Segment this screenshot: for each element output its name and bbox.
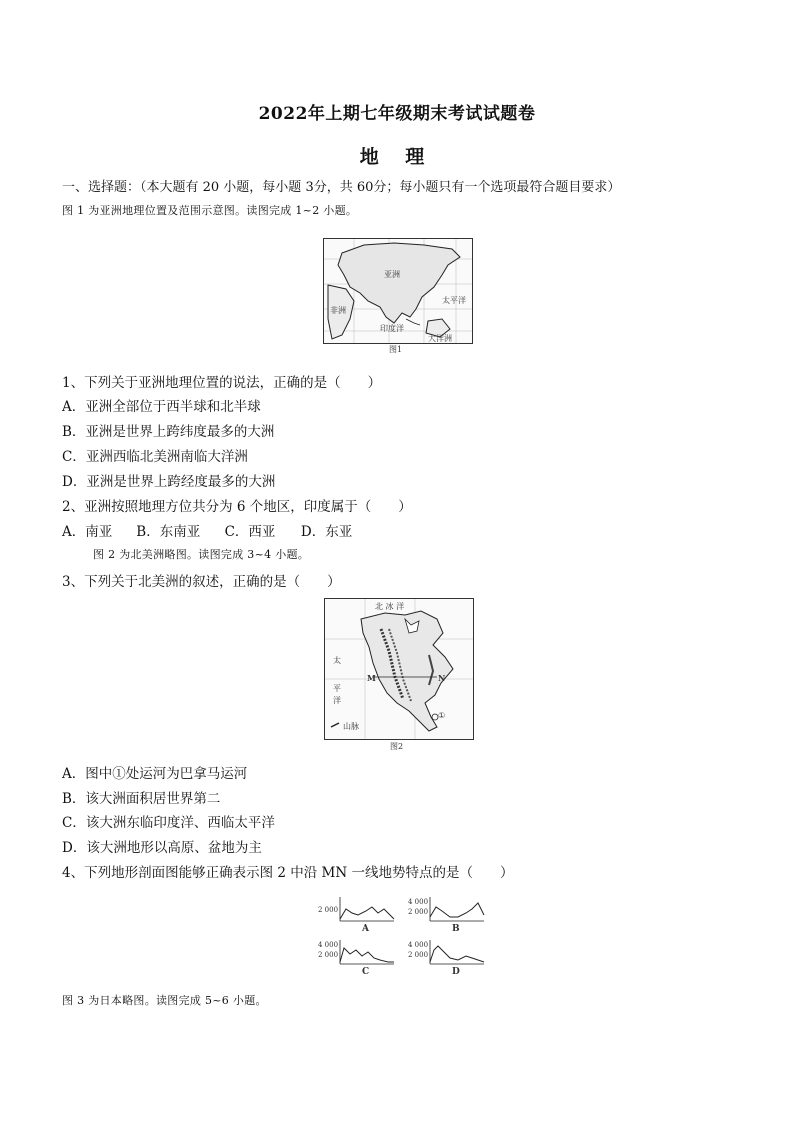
q3-stem: 3、下列关于北美洲的叙述，正确的是（ ） xyxy=(62,574,341,590)
section-heading: 一、选择题：（本大题有 20 小题，每小题 3分，共 60分；每小题只有一个选项最符合题目要求） xyxy=(62,180,621,195)
q2-option-c: C．西亚 xyxy=(224,524,276,540)
q3-option-d: D．该大洲地形以高原、盆地为主 xyxy=(62,840,262,856)
label-oceania: 大洋洲 xyxy=(428,334,452,343)
q1-option-d: D．亚洲是世界上跨经度最多的大洲 xyxy=(62,474,276,490)
q1-option-c: C．亚洲西临北美洲南临大洋洲 xyxy=(62,449,248,465)
profile-c xyxy=(318,938,398,978)
q3-option-b: B．该大洲面积居世界第二 xyxy=(62,791,221,807)
q2-option-a: A．南亚 xyxy=(62,524,113,540)
fig2-caption: 图2 xyxy=(390,742,404,751)
profile-b-curve xyxy=(428,895,486,923)
profile-a-letter: A xyxy=(362,924,369,934)
fig1-intro: 图 1 为亚洲地理位置及范围示意图。读图完成 1~2 小题。 xyxy=(62,204,358,217)
q2-option-b: B．东南亚 xyxy=(136,524,201,540)
label-pacific-3: 洋 xyxy=(333,696,341,705)
label-canal-marker: ① xyxy=(438,711,446,720)
profile-b-ytick-low: 2 000 xyxy=(408,908,429,916)
profile-b xyxy=(408,895,488,935)
profile-c-ytick-low: 2 000 xyxy=(318,951,339,959)
profile-a xyxy=(318,895,398,935)
profile-d-ytick-low: 2 000 xyxy=(408,951,429,959)
north-america-map xyxy=(324,598,474,740)
profile-b-letter: B xyxy=(452,924,460,934)
q3-option-c: C．该大洲东临印度洋、西临太平洋 xyxy=(62,815,275,831)
fig2-intro: 图 2 为北美洲略图。读图完成 3~4 小题。 xyxy=(93,548,310,561)
q3-option-a: A．图中①处运河为巴拿马运河 xyxy=(62,766,248,782)
profile-d-letter: D xyxy=(452,967,460,977)
profile-c-curve xyxy=(338,938,396,966)
legend-mountains: 山脉 xyxy=(343,722,359,731)
q1-option-b: B．亚洲是世界上跨纬度最多的大洲 xyxy=(62,424,275,440)
label-arctic-ocean: 北 冰 洋 xyxy=(375,602,405,611)
profile-c-ytick: 4 000 xyxy=(318,941,339,949)
asia-map xyxy=(323,238,473,344)
profile-a-curve xyxy=(338,895,396,923)
fig1-caption: 图1 xyxy=(389,345,403,354)
profile-d-curve xyxy=(428,938,486,966)
profile-c-letter: C xyxy=(362,967,370,977)
label-pacific-ocean: 太平洋 xyxy=(442,296,466,305)
q2-options xyxy=(62,520,352,540)
exam-title: 2022年上期七年级期末考试试题卷 xyxy=(258,104,536,124)
label-n: N xyxy=(438,673,446,683)
subject-title: 地 理 xyxy=(359,146,435,168)
label-m: M xyxy=(367,673,376,683)
label-africa: 非洲 xyxy=(330,306,346,315)
label-pacific-1: 太 xyxy=(333,656,341,665)
profile-d-ytick: 4 000 xyxy=(408,941,429,949)
q1-option-a: A．亚洲全部位于西半球和北半球 xyxy=(62,399,261,415)
q2-option-d: D．东亚 xyxy=(300,524,353,540)
profile-b-ytick: 4 000 xyxy=(408,898,429,906)
label-pacific-2: 平 xyxy=(333,684,341,693)
label-asia: 亚洲 xyxy=(384,270,400,279)
label-indian-ocean: 印度洋 xyxy=(380,324,404,333)
q4-stem: 4、下列地形剖面图能够正确表示图 2 中沿 MN 一线地势特点的是（ ） xyxy=(62,865,514,881)
profile-a-ytick: 2 000 xyxy=(318,906,339,914)
q2-stem: 2、亚洲按照地理方位共分为 6 个地区，印度属于（ ） xyxy=(62,499,412,515)
q1-stem: 1、下列关于亚洲地理位置的说法，正确的是（ ） xyxy=(62,375,382,391)
profile-d xyxy=(408,938,488,978)
fig3-intro: 图 3 为日本略图。读图完成 5~6 小题。 xyxy=(62,994,267,1007)
north-america-map-drawing xyxy=(325,599,473,739)
